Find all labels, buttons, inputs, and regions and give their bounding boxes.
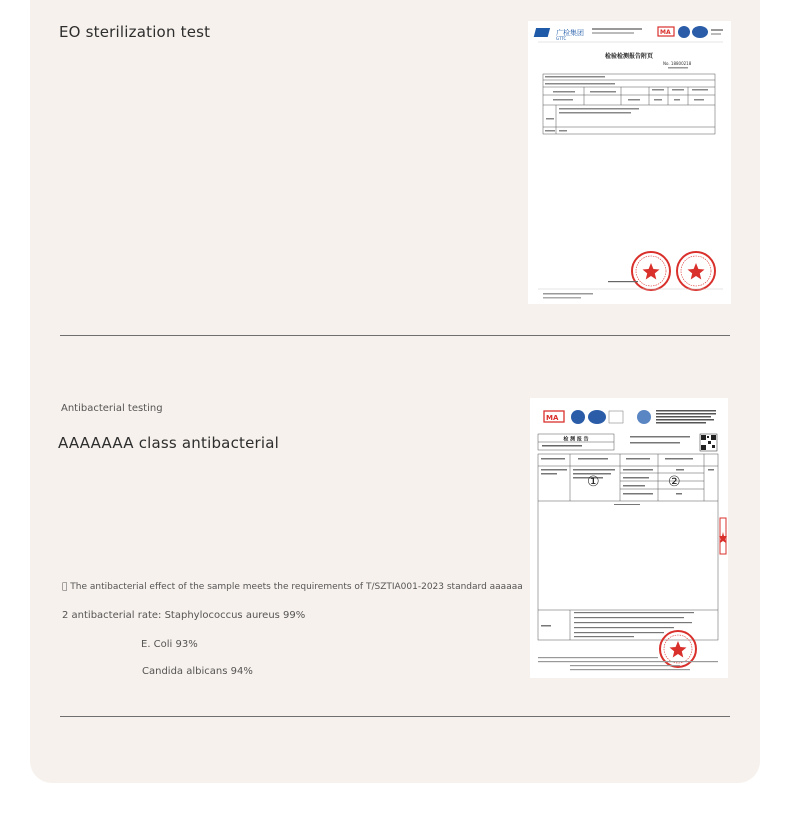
testing-org-logo [637, 410, 651, 424]
ilac-logo [571, 410, 585, 424]
eo-sterilization-title: EO sterilization test [59, 23, 211, 41]
marker-1: ① [587, 474, 600, 490]
marker-2: ② [668, 474, 681, 490]
qr-code [700, 434, 717, 451]
eo-report-heading: 检验检测报告附页 [604, 53, 654, 60]
antibacterial-rate-ecoli: E. Coli 93% [141, 639, 198, 650]
gttc-org-name: 广检集团 [556, 29, 584, 37]
antibacterial-testing-label: Antibacterial testing [61, 403, 163, 414]
cnas-logo [692, 26, 708, 38]
antibacterial-effect-statement:   The antibacterial effect of the sample meets the requirements of T/SZTIA001-2023 standard aaaaaa [62, 582, 523, 592]
antibacterial-rate-candida: Candida albicans 94% [142, 666, 253, 677]
ilac-logo [678, 26, 690, 38]
svg-text:MA: MA [546, 414, 559, 422]
eo-report-svg [528, 21, 731, 304]
section-divider-1 [60, 335, 730, 336]
antibacterial-class-title: AAAAAAA class antibacterial [58, 434, 280, 452]
cnas-logo [588, 410, 606, 424]
red-seal-partial [719, 518, 727, 554]
gttc-abbr: GTTC [556, 36, 567, 41]
gttc-logo [534, 28, 584, 41]
antibacterial-rate-staph: 2 antibacterial rate: Staphylococcus aureus 99% [62, 610, 306, 621]
red-seal-stamp-1 [632, 252, 670, 290]
section-divider-2 [60, 716, 730, 717]
red-seal-stamp-2 [677, 252, 715, 290]
cma-logo [658, 27, 674, 36]
antibacterial-report-image [530, 398, 728, 678]
cma-logo [544, 411, 564, 422]
antibacterial-report-heading: 检 测 报 告 [563, 436, 589, 443]
svg-text:MA: MA [660, 29, 671, 36]
eo-report-number: No. 18800218 [663, 61, 692, 66]
antibacterial-report-svg [530, 398, 728, 678]
eo-test-report-image [528, 21, 731, 304]
